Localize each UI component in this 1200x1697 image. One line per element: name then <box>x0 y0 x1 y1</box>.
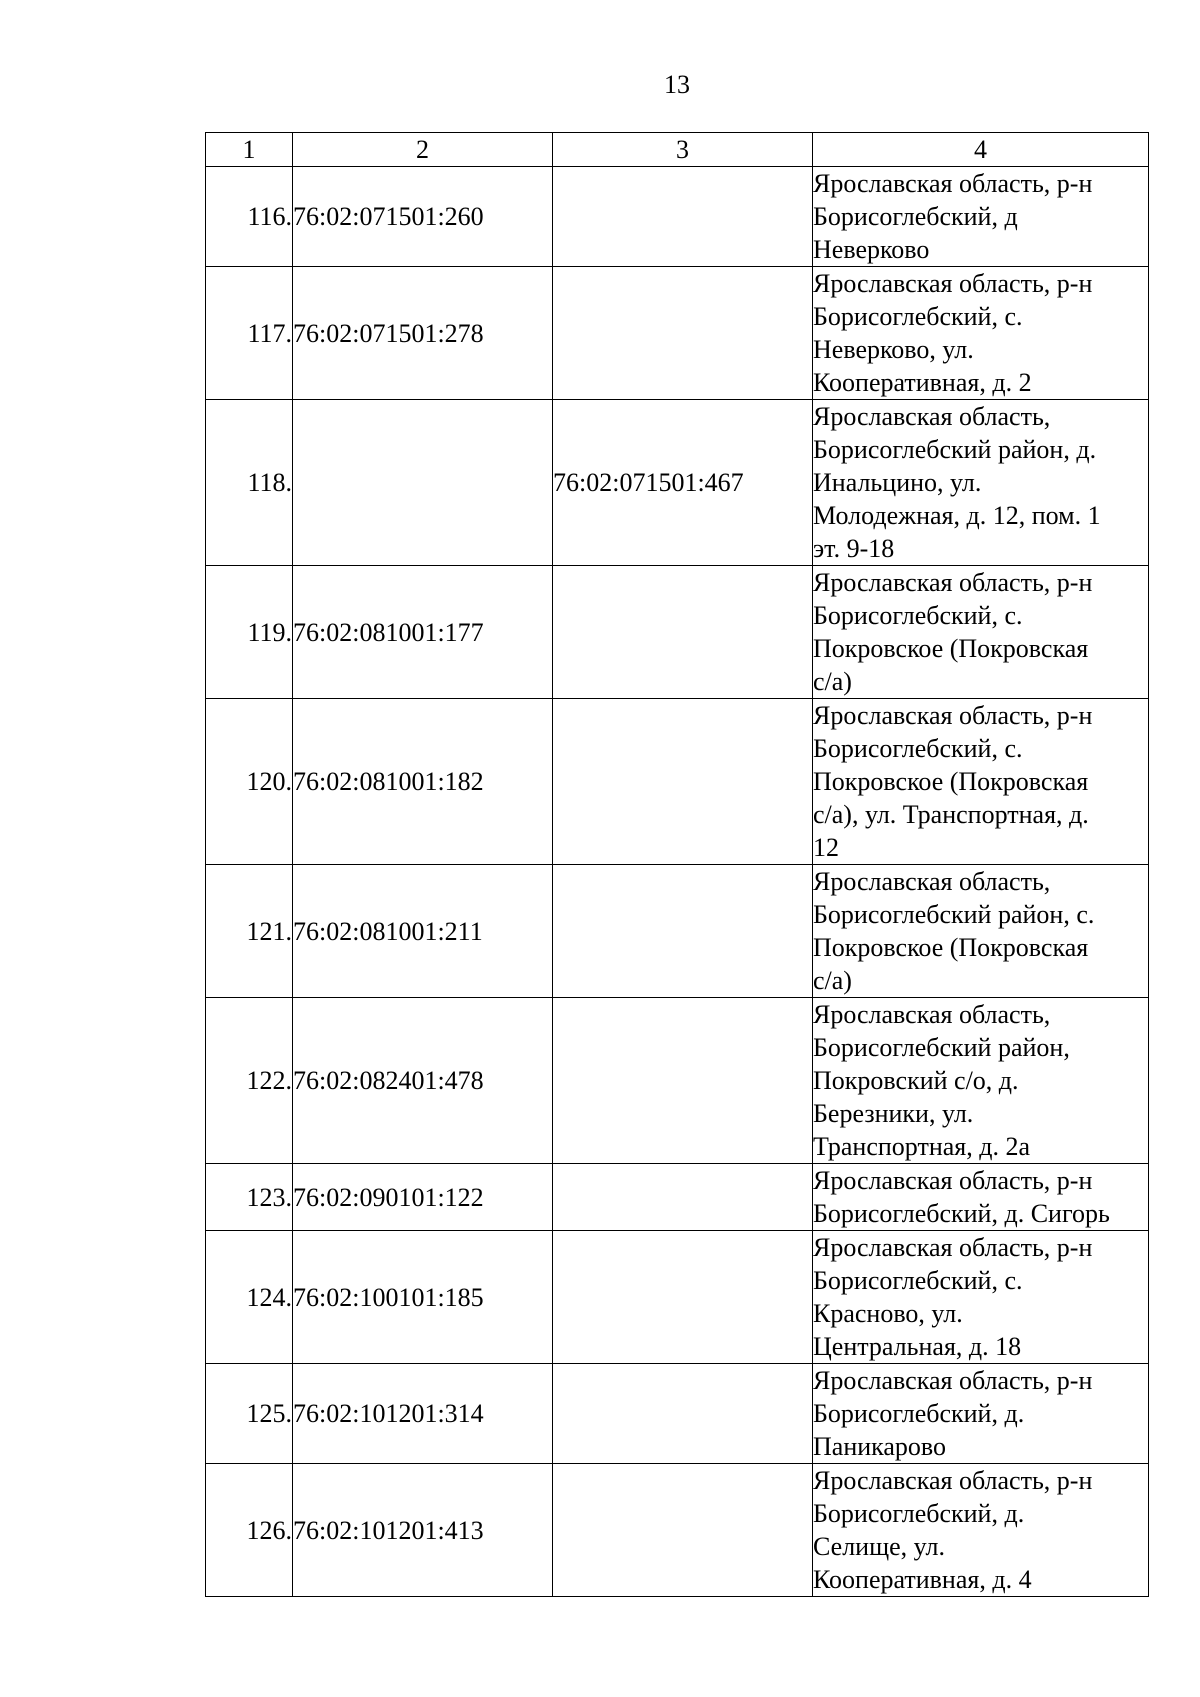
cadastral-number-cell: 76:02:101201:413 <box>293 1464 553 1597</box>
row-number-cell: 120. <box>206 699 293 865</box>
address-cell: Ярославская область, р-н Борисоглебский, д. Сигорь <box>813 1164 1149 1231</box>
row-number-cell: 116. <box>206 167 293 267</box>
row-number-cell: 117. <box>206 267 293 400</box>
row-number-cell: 126. <box>206 1464 293 1597</box>
cadastral-number-cell: 76:02:081001:182 <box>293 699 553 865</box>
table-row <box>206 865 1149 998</box>
cadastral-number-cell: 76:02:071501:278 <box>293 267 553 400</box>
row-number-cell: 123. <box>206 1164 293 1231</box>
row-number-cell: 124. <box>206 1231 293 1364</box>
table-row <box>206 998 1149 1164</box>
cadastral-number-cell: 76:02:101201:314 <box>293 1364 553 1464</box>
table-body <box>206 167 1149 1597</box>
table-row <box>206 1231 1149 1364</box>
table-row <box>206 267 1149 400</box>
address-cell: Ярославская область, р-н Борисоглебский, д. Паникарово <box>813 1364 1149 1464</box>
row-number-cell: 118. <box>206 400 293 566</box>
address-cell: Ярославская область, р-н Борисоглебский, д. Селище, ул. Кооперативная, д. 4 <box>813 1464 1149 1597</box>
address-cell: Ярославская область, Борисоглебский район, с. Покровское (Покровская с/а) <box>813 865 1149 998</box>
address-cell: Ярославская область, Борисоглебский район, д. Инальцино, ул. Молодежная, д. 12, пом. 1 эт. 9-18 <box>813 400 1149 566</box>
table-row <box>206 699 1149 865</box>
address-cell: Ярославская область, р-н Борисоглебский, с. Покровское (Покровская с/а) <box>813 566 1149 699</box>
address-cell: Ярославская область, Борисоглебский район, Покровский с/о, д. Березники, ул. Транспортная, д. 2а <box>813 998 1149 1164</box>
row-number-cell: 119. <box>206 566 293 699</box>
building-number-cell <box>553 167 813 267</box>
table-row <box>206 1464 1149 1597</box>
building-number-cell <box>553 998 813 1164</box>
cadastral-number-cell: 76:02:081001:211 <box>293 865 553 998</box>
cadastral-number-cell: 76:02:082401:478 <box>293 998 553 1164</box>
building-number-cell <box>553 699 813 865</box>
address-cell: Ярославская область, р-н Борисоглебский, с. Неверково, ул. Кооперативная, д. 2 <box>813 267 1149 400</box>
building-number-cell <box>553 1231 813 1364</box>
table-header-row <box>206 133 1149 167</box>
column-header-2: 2 <box>293 133 553 167</box>
row-number-cell: 122. <box>206 998 293 1164</box>
address-cell: Ярославская область, р-н Борисоглебский, с. Красново, ул. Центральная, д. 18 <box>813 1231 1149 1364</box>
building-number-cell: 76:02:071501:467 <box>553 400 813 566</box>
page-number: 13 <box>664 70 690 99</box>
cadastral-number-cell: 76:02:081001:177 <box>293 566 553 699</box>
table-row <box>206 566 1149 699</box>
column-header-1: 1 <box>206 133 293 167</box>
table-row <box>206 1364 1149 1464</box>
building-number-cell <box>553 566 813 699</box>
registry-table <box>205 132 1149 1597</box>
building-number-cell <box>553 1364 813 1464</box>
table-row <box>206 400 1149 566</box>
address-cell: Ярославская область, р-н Борисоглебский, с. Покровское (Покровская с/а), ул. Транспортная, д. 12 <box>813 699 1149 865</box>
table-row <box>206 167 1149 267</box>
row-number-cell: 125. <box>206 1364 293 1464</box>
column-header-3: 3 <box>553 133 813 167</box>
cadastral-number-cell <box>293 400 553 566</box>
table-row <box>206 1164 1149 1231</box>
cadastral-number-cell: 76:02:090101:122 <box>293 1164 553 1231</box>
building-number-cell <box>553 1464 813 1597</box>
building-number-cell <box>553 865 813 998</box>
building-number-cell <box>553 267 813 400</box>
cadastral-number-cell: 76:02:071501:260 <box>293 167 553 267</box>
column-header-4: 4 <box>813 133 1149 167</box>
cadastral-number-cell: 76:02:100101:185 <box>293 1231 553 1364</box>
address-cell: Ярославская область, р-н Борисоглебский, д Неверково <box>813 167 1149 267</box>
building-number-cell <box>553 1164 813 1231</box>
row-number-cell: 121. <box>206 865 293 998</box>
